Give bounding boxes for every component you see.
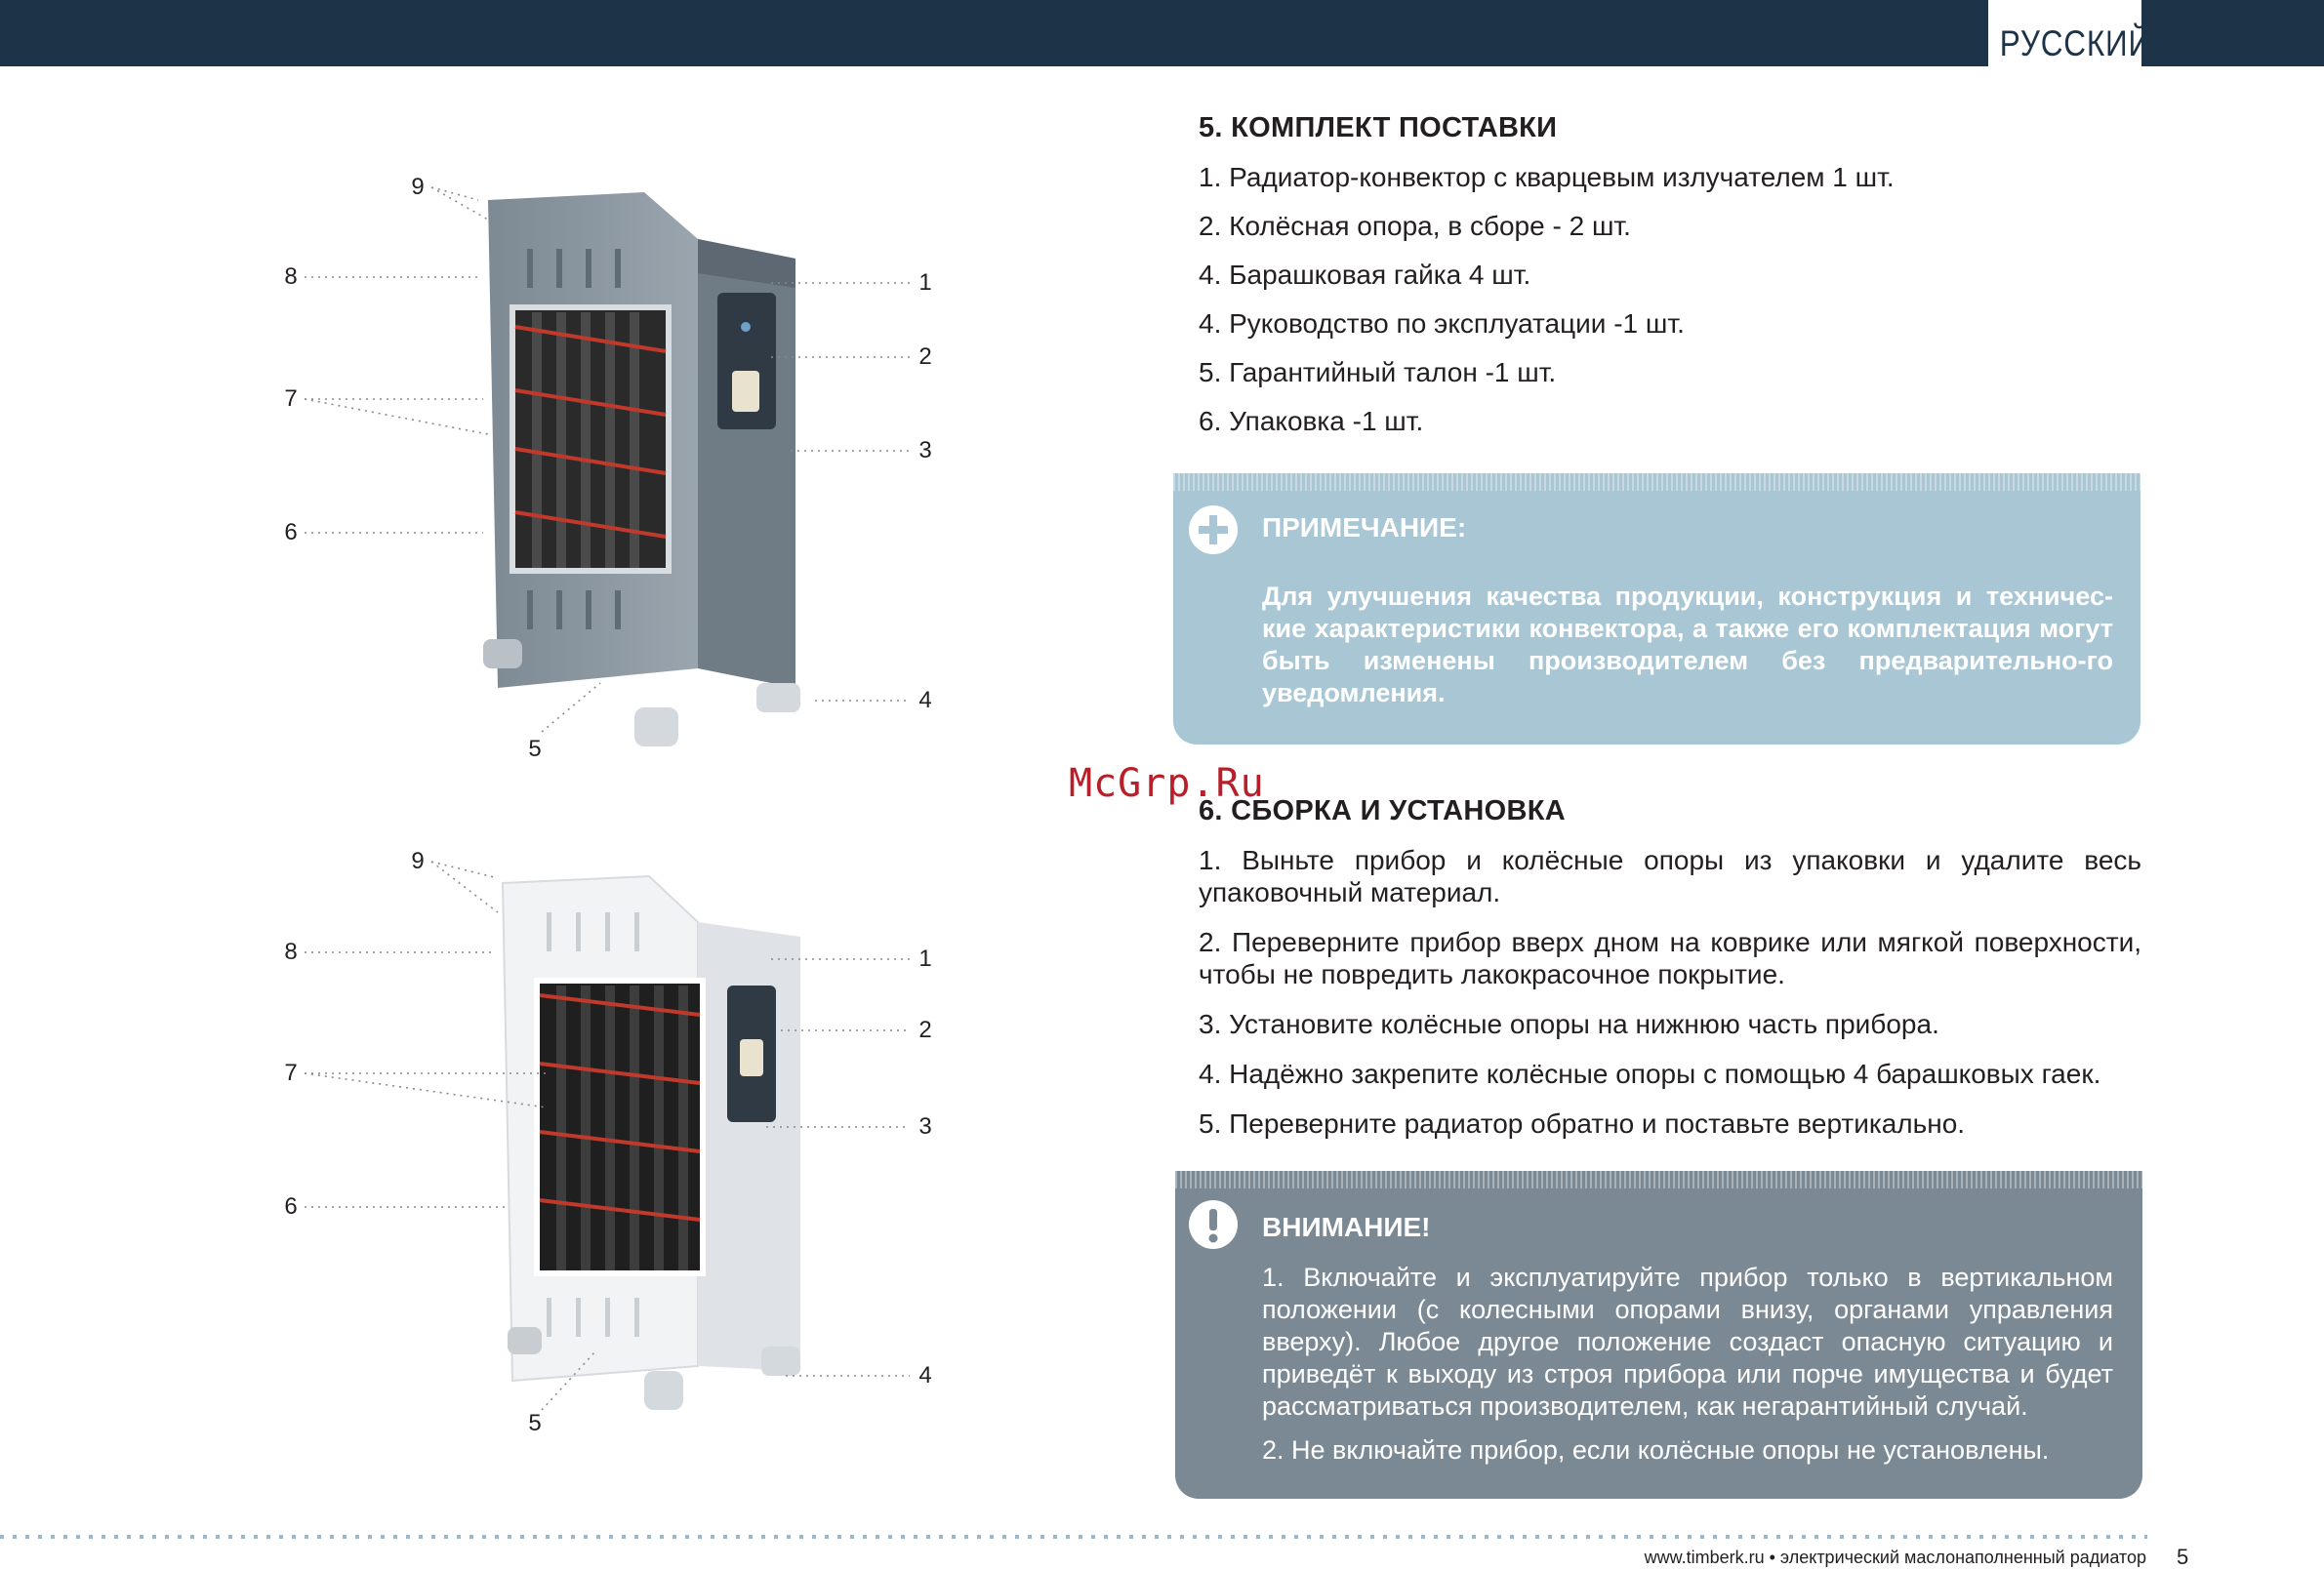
- note-title: ПРИМЕЧАНИЕ:: [1262, 512, 1467, 543]
- warning-box: [1175, 1171, 2142, 1499]
- section-5-title: 5. КОМПЛЕКТ ПОСТАВКИ: [1199, 112, 1558, 143]
- callout-3: 3: [918, 437, 932, 463]
- list-item: 4. Надёжно закрепите колёсные опоры с помощью 4 барашковых гаек.: [1199, 1059, 2101, 1089]
- warning-text-2: 2. Не включайте прибор, если колёсные опоры не установлены.: [1262, 1435, 2050, 1465]
- callout-1: 1: [918, 946, 932, 972]
- list-item: 1. Радиатор-конвектор с кварцевым излучателем 1 шт.: [1199, 162, 1895, 192]
- callout-leader-lines: [0, 0, 976, 1464]
- callout-6: 6: [284, 519, 298, 545]
- callout-9: 9: [411, 174, 425, 200]
- callout-8: 8: [284, 263, 298, 290]
- callout-5: 5: [528, 1410, 542, 1436]
- language-label: РУССКИЙ: [1999, 23, 2151, 63]
- warning-text-1: 1. Включайте и эксплуатируйте прибор только в вертикальном положении (с колесными опорами внизу, органами управления вверху). Любое другое положение создаст опасную ситуацию и приведёт к выходу из строя прибора или порче имущества и будет рассматриваться производителем, как негарантийный случай.: [1262, 1263, 2113, 1421]
- watermark: McGrp.Ru: [1069, 761, 1265, 806]
- list-item: 4. Барашковая гайка 4 шт.: [1199, 260, 1531, 290]
- list-item: 6. Упаковка -1 шт.: [1199, 406, 1424, 436]
- note-box: [1173, 473, 2141, 745]
- callout-7: 7: [284, 385, 298, 412]
- callout-9: 9: [411, 848, 425, 874]
- section-5-list: [1199, 153, 1895, 446]
- list-item: 5. Переверните радиатор обратно и поставьте вертикально.: [1199, 1108, 1966, 1139]
- list-item: 1. Выньте прибор и колёсные опоры из упаковки и удалите весь упаковочный материал.: [1199, 845, 2141, 907]
- callout-7: 7: [284, 1060, 298, 1086]
- callout-3: 3: [918, 1113, 932, 1140]
- section-6-list: [1199, 844, 2141, 1157]
- callout-2: 2: [918, 343, 932, 370]
- note-text: Для улучшения качества продукции, конструкция и техничес-кие характеристики конвектора, а также его комплектация могут быть изменены производителем без предварительно-го уведомления.: [1262, 582, 2113, 707]
- list-item: 5. Гарантийный талон -1 шт.: [1199, 357, 1557, 387]
- list-item: 2. Переверните прибор вверх дном на коврике или мягкой поверхности, чтобы не повредить лакокрасочное покрытие.: [1199, 927, 2141, 989]
- callout-1: 1: [918, 269, 932, 296]
- callout-4: 4: [918, 1362, 932, 1389]
- list-item: 4. Руководство по эксплуатации -1 шт.: [1199, 308, 1685, 339]
- callout-6: 6: [284, 1193, 298, 1220]
- hatch-strip: [1175, 1171, 2142, 1188]
- list-item: 3. Установите колёсные опоры на нижнюю часть прибора.: [1199, 1009, 1939, 1039]
- plus-icon: [1189, 505, 1238, 554]
- warning-title: ВНИМАНИЕ!: [1262, 1212, 1431, 1242]
- hatch-strip: [1173, 473, 2141, 491]
- footer-dotted-divider: [0, 1535, 2147, 1539]
- section-6-title: 6. СБОРКА И УСТАНОВКА: [1199, 795, 1567, 826]
- footer-text: www.timberk.ru • электрический маслонаполненный радиатор: [1644, 1548, 2146, 1567]
- callout-5: 5: [528, 736, 542, 762]
- list-item: 2. Колёсная опора, в сборе - 2 шт.: [1199, 211, 1631, 241]
- callout-8: 8: [284, 939, 298, 965]
- exclamation-icon: [1189, 1200, 1238, 1249]
- page-number: 5: [2177, 1545, 2189, 1569]
- callout-2: 2: [918, 1017, 932, 1043]
- callout-4: 4: [918, 687, 932, 713]
